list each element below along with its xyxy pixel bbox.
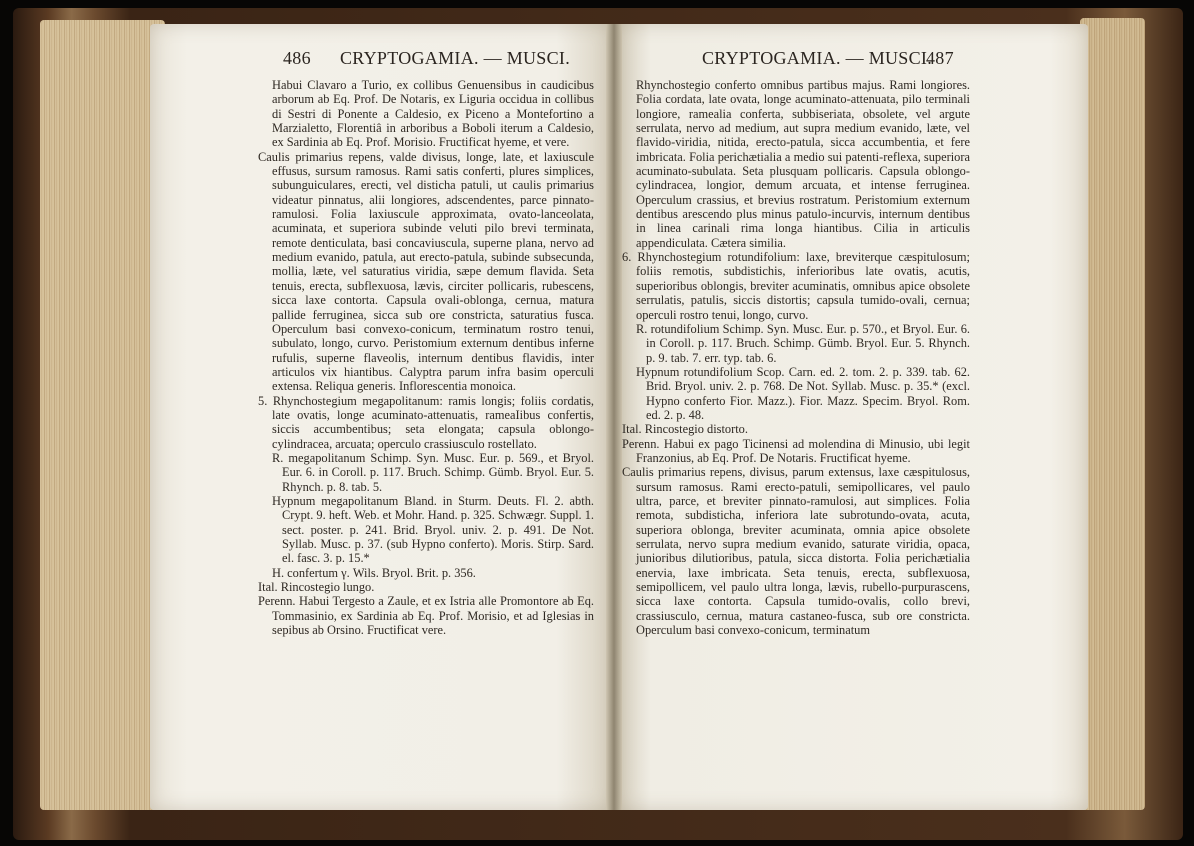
paragraph: H. confertum γ. Wils. Bryol. Brit. p. 356. (272, 565, 476, 580)
right-page-number: 487 (926, 48, 954, 68)
right-page-header (620, 48, 1100, 70)
paragraph: Perenn. Habui ex pago Ticinensi ad molendina di Minusio, ubi legit Franzonius, ab Eq. Prof. De Notaris. Fructificat hyeme. (622, 436, 970, 465)
right-page-edges (1080, 18, 1145, 810)
paragraph: Hypnum rotundifolium Scop. Carn. ed. 2. tom. 2. p. 339. tab. 62. Brid. Bryol. univ. 2. p. 768. De Not. Syllab. Musc. p. 35.* (excl. Hypno conferto Fior. Mazz.). Fior. Mazz. Specim. Bryol. Rom. ed. 2. p. 48. (636, 364, 970, 422)
right-running-title: CRYPTOGAMIA. — MUSCI. (702, 48, 933, 68)
paragraph: Caulis primarius repens, valde divisus, longe, late, et laxiuscule effusus, sursum ramosus. Rami satis conferti, plures simplices, subunguiculares, erecti, vel disticha patuli, ut caulis primarius videatur pinnatus, alii longiores, adscendentes, parce pinnato-ramulosi. Folia laxiuscule approximata, ovato-lanceolata, acuminata, et superiora subinde veluti pilo brevi terminata, remote denticulata, basi concaviuscula, superne plana, nervo ad medium evanido, patula, aut erecto-patula, subinde subsecunda, mollia, læte, vel saturatius viridia, sæpe demum flavida. Seta tenuis, erecta, subflexuosa, lævis, circiter pollicaris, rubescens, sicca laxe contorta. Capsula ovali-oblonga, cernua, matura pallide ferruginea, sicca sub ore constricta, saturatius fusca. Operculum basi convexo-conicum, terminatum rostro tenui, subulato, longo, curvo. Peristomium externum dentibus inferne rufulis, superne flaveolis, internum dentibus flavidis, inter articulos vix hiantibus. Calyptra parum infra basim operculi extensa. Reliqua generis. Inflorescentia monoica. (258, 149, 594, 394)
paragraph: Perenn. Habui Tergesto a Zaule, et ex Istria alle Promontore ab Eq. Tommasinio, ex Sardinia ab Eq. Prof. Morisio, et ad Iglesias in sepibus ab Orsino. Fructificat vere. (258, 594, 594, 638)
book-gutter (606, 24, 622, 810)
left-running-title: CRYPTOGAMIA. — MUSCI. (340, 48, 571, 68)
paragraph: Ital. Rincostegio distorto. (622, 422, 748, 437)
paragraph: R. rotundifolium Schimp. Syn. Musc. Eur. p. 570., et Bryol. Eur. 6. in Coroll. p. 117. Bruch. Schimp. Gümb. Bryol. Eur. 5. Rhynch. p. 9. tab. 7. err. typ. tab. 6. (636, 321, 970, 365)
paragraph: Ital. Rincostegio lungo. (258, 580, 375, 595)
left-page-edges (40, 20, 165, 810)
paragraph: 5. Rhynchostegium megapolitanum: ramis longis; foliis cordatis, late ovatis, longe acuminato-attenuatis, rameaIibus confertis, siccis accumbentibus; seta elongata; capsula oblongo-cylindracea, arcuata; operculo crassiusculo rostellato. (258, 393, 594, 451)
paragraph: Rhynchostegio conferto omnibus partibus majus. Rami longiores. Folia cordata, late ovata, longe acuminato-attenuata, pilo terminali longiore, ramealia conferta, subbiseriata, obsolete, vel argute serrulata, nervo ad medium, aut supra medium evanido, læte, vel flavido-viridia, nitida, erecto-patula, sicca accumbentia, et fere imbricata. Folia perichætialia a medio sui patenti-reflexa, superiora acuminato-subulata. Seta plusquam pollicaris. Capsula oblongo-cylindracea, longior, demum arcuata, et intense ferruginea. Operculum crassius, et brevius rostratum. Peristomium externum dentibus arescendo plus minus patulo-incurvis, internum dentibus in linea carinali rima longa hiantibus. Cilia in articulis appendiculata. Cætera similia. (636, 78, 970, 250)
paragraph: Hypnum megapolitanum Bland. in Sturm. Deuts. Fl. 2. abth. Crypt. 9. heft. Web. et Mohr. Hand. p. 325. Schwægr. Suppl. 1. sect. poster. p. 241. Brid. Bryol. univ. 2. p. 491. De Not. Syllab. Musc. p. 37. (sub Hypno conferto). Moris. Stirp. Sard. el. fasc. 3. p. 15.* (272, 493, 594, 566)
paragraph: 6. Rhynchostegium rotundifolium: laxe, breviterque cæspitulosum; foliis remotis, subdistichis, inferioribus late ovatis, acutis, superioribus oblongis, breviter acuminatis, omnibus apice obsolete serrulatis, patulis, siccis distortis; capsula tumido-ovali, cernua; operculi rostro tenui, longo, curvo. (622, 250, 970, 322)
right-page-text (622, 78, 970, 637)
paragraph: Habui Clavaro a Turio, ex collibus Genuensibus in caudicibus arborum ab Eq. Prof. De Notaris, ex Liguria occidua in collibus di Sestri di Ponente a Caldesio, ex Piceno a Montefortino a Marzialetto, Florentiâ in arboribus a Boboli iterum a Caldesio, ex Sardinia ab Eq. Prof. Morisio. Fructificat hyeme, et vere. (272, 78, 594, 150)
paragraph: Caulis primarius repens, divisus, parum extensus, laxe cæspitulosus, sursum ramosus. Rami erecto-patuli, semipollicares, vel paulo ultra, parce, et breviter pinnato-ramulosi, aut simplices. Folia remota, subdisticha, inferiora late subrotundo-ovata, acuta, superiora oblonga, breviter acuminata, omnia apice obsolete serrulata, nervo supra medium evanido, saturate viridia, opaca, junioribus dilutioribus, patula, sicca distorta. Folia perichætialia enervia, laxe imbricata. Seta tenuis, erecta, subflexuosa, semipollicem, vel paulo ultra longa, lævis, rubello-purpurascens, sicca laxe contorta. Capsula tumido-ovalis, collo brevi, crassiusculo, cernua, matura castaneo-fusca, sub ore constricta. Operculum basi convexo-conicum, terminatum (622, 465, 970, 638)
left-page-text (258, 78, 594, 637)
left-page-header (0, 48, 612, 70)
left-page-number: 486 (283, 48, 311, 68)
paragraph: R. megapolitanum Schimp. Syn. Musc. Eur. p. 569., et Bryol. Eur. 6. in Coroll. p. 117. Bruch. Schimp. Gümb. Bryol. Eur. 5. Rhynch. p. 8. tab. 5. (272, 450, 594, 494)
